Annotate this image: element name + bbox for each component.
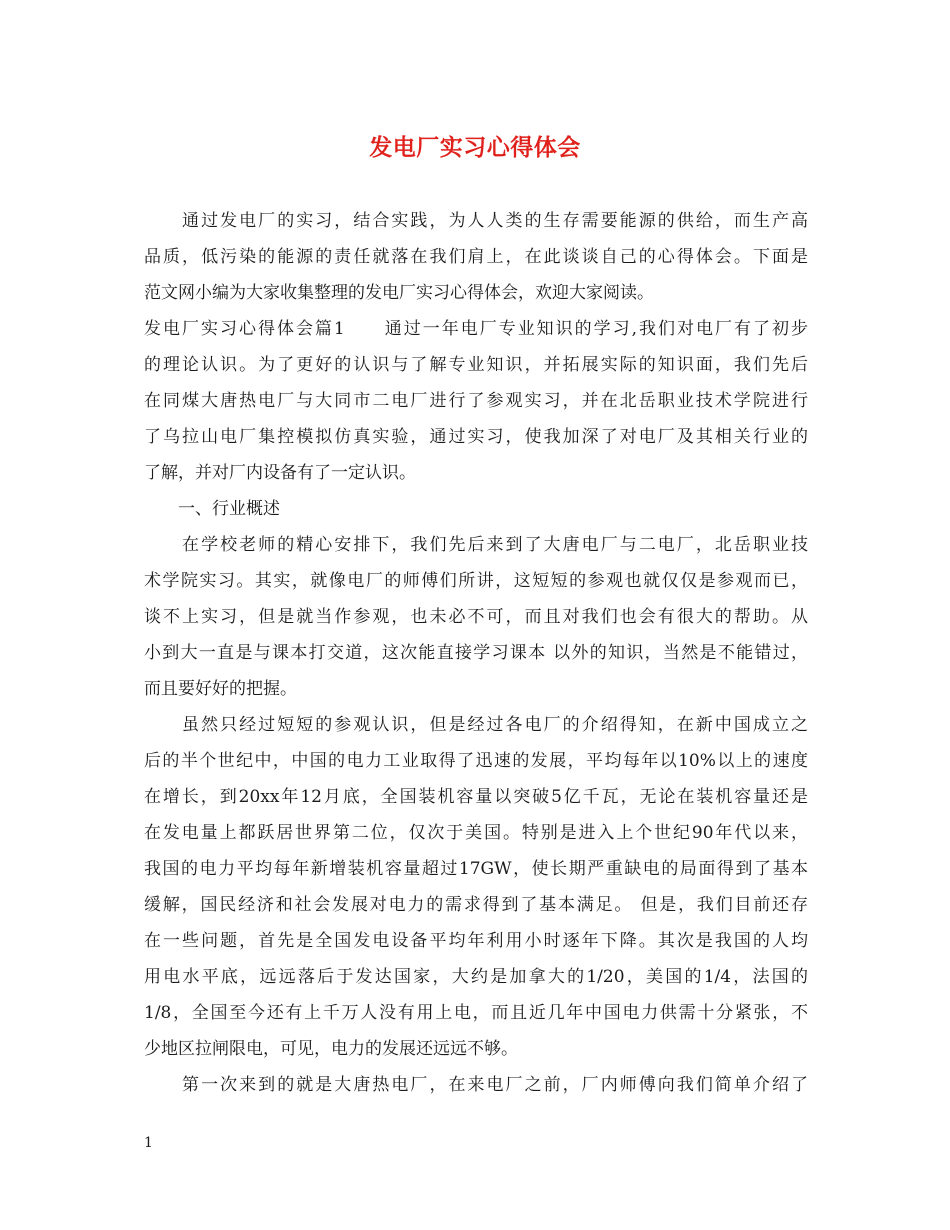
body-line: 1/8，全国至今还有上千万人没有用上电，而且近几年中国电力供需十分紧张，不 (144, 1003, 808, 1023)
body-line: 我国的电力平均每年新增装机容量超过17GW，使长期严重缺电的局面得到了基本 (144, 859, 808, 879)
body-line: 小到大一直是与课本打交道，这次能直接学习课本 以外的知识，当然是不能错过， (144, 643, 808, 663)
body-line: 了解，并对厂内设备有了一定认识。 (144, 463, 416, 483)
body-line: 在发电量上都跃居世界第二位，仅次于美国。特别是进入上个世纪90年代以来， (144, 823, 808, 843)
body-line: 了乌拉山电厂集控模拟仿真实验，通过实习，使我加深了对电厂及其相关行业的 (144, 427, 808, 447)
body-line: 范文网小编为大家收集整理的发电厂实习心得体会，欢迎大家阅读。 (144, 283, 654, 303)
body-line: 在同煤大唐热电厂与大同市二电厂进行了参观实习，并在北岳职业技术学院进行 (144, 391, 808, 411)
body-line: 少地区拉闸限电，可见，电力的发展还远远不够。 (144, 1039, 518, 1059)
section-heading: 一、行业概述 (144, 499, 280, 519)
body-line: 在学校老师的精心安排下，我们先后来到了大唐电厂与二电厂，北岳职业技 (144, 535, 808, 555)
body-line: 第一次来到的就是大唐热电厂，在来电厂之前，厂内师傅向我们简单介绍了 (144, 1075, 808, 1095)
body-line: 谈不上实习，但是就当作参观，也未必不可，而且对我们也会有很大的帮助。从 (144, 607, 808, 627)
body-line: 虽然只经过短短的参观认识，但是经过各电厂的介绍得知，在新中国成立之 (144, 715, 808, 735)
body-line: 在一些问题，首先是全国发电设备平均年利用小时逐年下降。其次是我国的人均 (144, 931, 808, 951)
body-line: 的理论认识。为了更好的认识与了解专业知识，并拓展实际的知识面，我们先后 (144, 355, 808, 375)
body-line: 术学院实习。其实，就像电厂的师傅们所讲，这短短的参观也就仅仅是参观而已， (144, 571, 808, 591)
body-line: 品质，低污染的能源的责任就落在我们肩上，在此谈谈自己的心得体会。下面是 (144, 247, 808, 267)
body-line: 在增长，到20xx年12月底，全国装机容量以突破5亿千瓦，无论在装机容量还是 (144, 787, 808, 807)
body-line: 缓解，国民经济和社会发展对电力的需求得到了基本满足。 但是，我们目前还存 (144, 895, 808, 915)
body-line: 发电厂实习心得体会篇1 通过一年电厂专业知识的学习,我们对电厂有了初步 (144, 319, 808, 339)
body-line: 用电水平底，远远落后于发达国家，大约是加拿大的1/20，美国的1/4，法国的 (144, 967, 808, 987)
body-line: 通过发电厂的实习，结合实践，为人人类的生存需要能源的供给，而生产高 (144, 211, 808, 231)
page-number: 1 (144, 1135, 153, 1151)
document-title: 发电厂实习心得体会 (369, 135, 581, 161)
body-line: 而且要好好的把握。 (144, 679, 297, 699)
body-line: 后的半个世纪中，中国的电力工业取得了迅速的发展，平均每年以10%以上的速度 (144, 751, 808, 771)
